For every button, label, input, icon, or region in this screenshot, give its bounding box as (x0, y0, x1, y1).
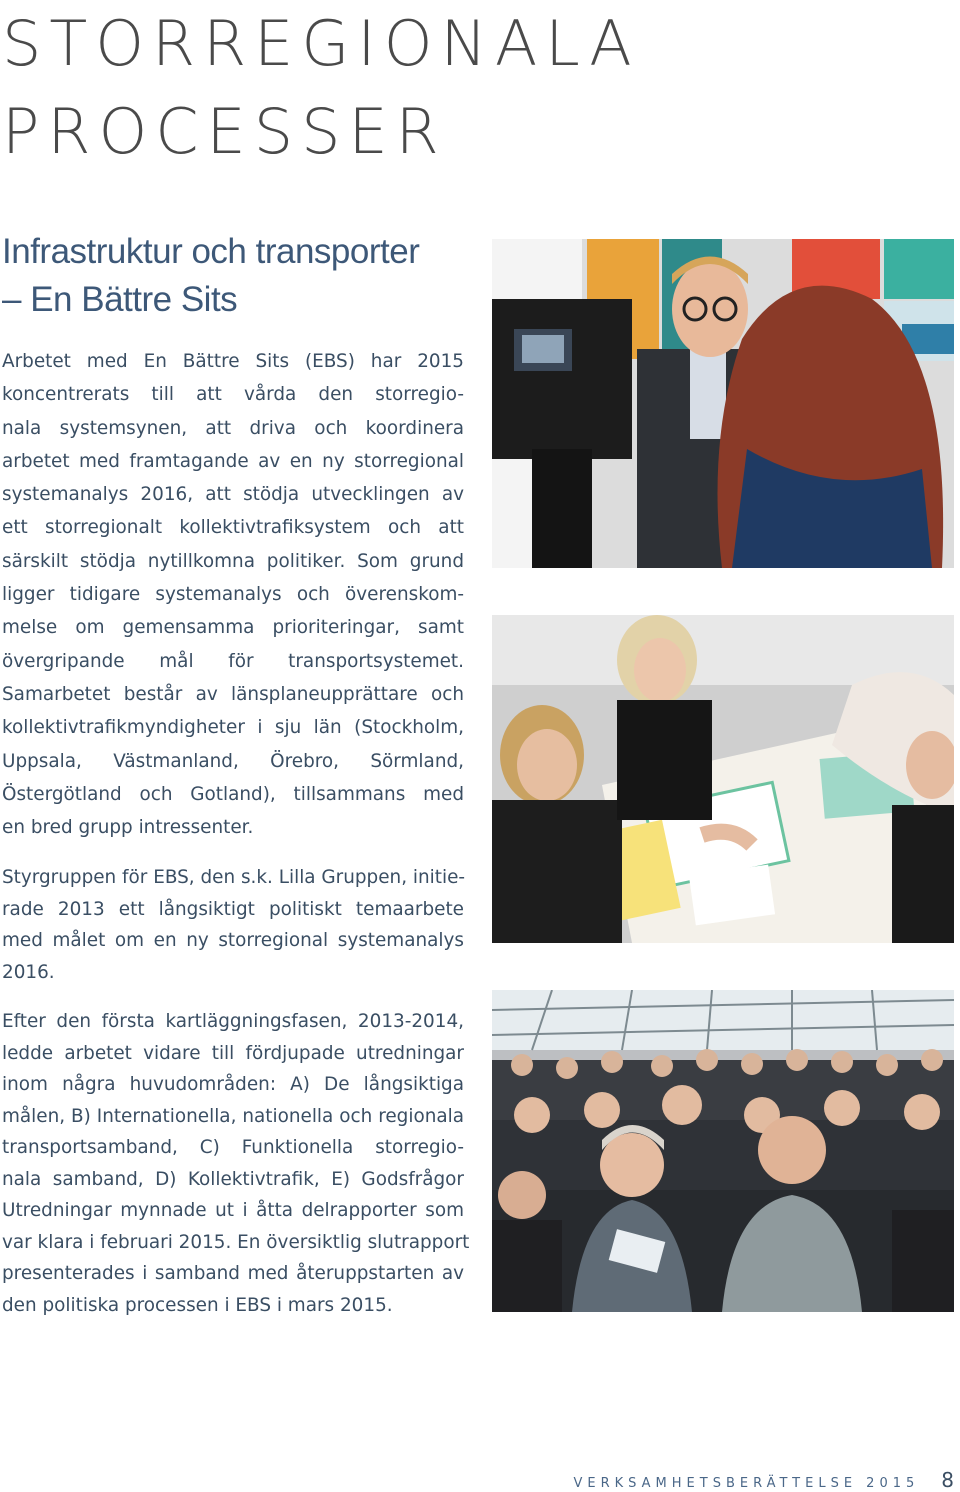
photo-conference-audience (492, 990, 954, 1312)
paragraph-line: Uppsala, Västmanland, Örebro, Sörmland, (2, 750, 464, 772)
section-heading-line2: – En Bättre Sits (2, 280, 238, 319)
paragraph-line: ligger tidigare systemanalys och överenskom- (2, 584, 464, 606)
paragraph-line: melse om gemensamma prioriteringar, samt (2, 617, 464, 639)
section-heading (2, 228, 419, 324)
paragraph-line: Arbetet med En Bättre Sits (EBS) har 2015 (2, 351, 464, 372)
paragraph-line: Styrgruppen för EBS, den s.k. Lilla Gruppen, initie- (2, 867, 466, 888)
photo-interview-illustration (492, 239, 954, 568)
paragraph-line: inom några huvudområden: A) De långsiktiga (2, 1074, 464, 1095)
page-title (2, 0, 640, 176)
paragraph-line: rade 2013 ett långsiktigt politiskt temaarbete (2, 898, 464, 920)
paragraph-line: var klara i februari 2015. En översiktlig slutrapport (2, 1231, 470, 1253)
paragraph-line: transportsamband, C) Funktionella storregio- (2, 1137, 464, 1158)
paragraph-line: övergripande mål för transportsystemet. (2, 650, 464, 672)
paragraph-line: kollektivtrafikmyndigheter i sju län (Stockholm, (2, 717, 464, 739)
paragraph-line: koncentrerats till att vårda den storregio- (2, 384, 464, 406)
footer-label: VERKSAMHETSBERÄTTELSE 2015 (573, 1476, 920, 1491)
photo-workshop-illustration (492, 615, 954, 943)
page-title-line2: PROCESSER (2, 95, 447, 168)
paragraph-3 (2, 1006, 470, 1321)
paragraph-line: Efter den första kartläggningsfasen, 2013-2014, (2, 1011, 464, 1032)
paragraph-2 (2, 862, 464, 988)
paragraph-line: nala samband, D) Kollektivtrafik, E) Godsfrågor (2, 1168, 464, 1190)
page-footer (574, 1468, 955, 1492)
page-title-line1: STORREGIONALA (2, 7, 640, 80)
paragraph-line: den politiska processen i EBS i mars 2015. (2, 1294, 393, 1316)
paragraph-1 (2, 345, 464, 844)
paragraph-line: 2016. (2, 961, 55, 983)
paragraph-line: arbetet med framtagande av en ny storregional (2, 450, 464, 472)
paragraph-line: ett storregionalt kollektivtrafiksystem och att (2, 517, 464, 539)
paragraph-line: en bred grupp intressenter. (2, 817, 254, 839)
paragraph-line: presenterades i samband med återuppstarten av (2, 1263, 464, 1284)
section-heading-line1: Infrastruktur och transporter (2, 232, 420, 271)
paragraph-line: Östergötland och Gotland), tillsammans med (2, 783, 464, 805)
paragraph-line: med målet om en ny storregional systemanalys (2, 930, 464, 951)
photo-conference-audience-illustration (492, 990, 954, 1312)
page-number: 8 (941, 1468, 954, 1492)
paragraph-line: Utredningar mynnade ut i åtta delrapporter som (2, 1200, 464, 1221)
paragraph-line: ledde arbetet vidare till fördjupade utredningar (2, 1042, 464, 1064)
paragraph-line: nala systemsynen, att driva och koordinera (2, 417, 464, 439)
paragraph-line: Samarbetet består av länsplaneupprättare och (2, 683, 464, 705)
paragraph-line: särskilt stödja nytillkomna politiker. Som grund (2, 550, 464, 572)
paragraph-line: målen, B) Internationella, nationella och regionala (2, 1105, 464, 1127)
photo-interview (492, 239, 954, 568)
paragraph-line: systemanalys 2016, att stödja utvecklingen av (2, 484, 464, 506)
photo-workshop (492, 615, 954, 943)
